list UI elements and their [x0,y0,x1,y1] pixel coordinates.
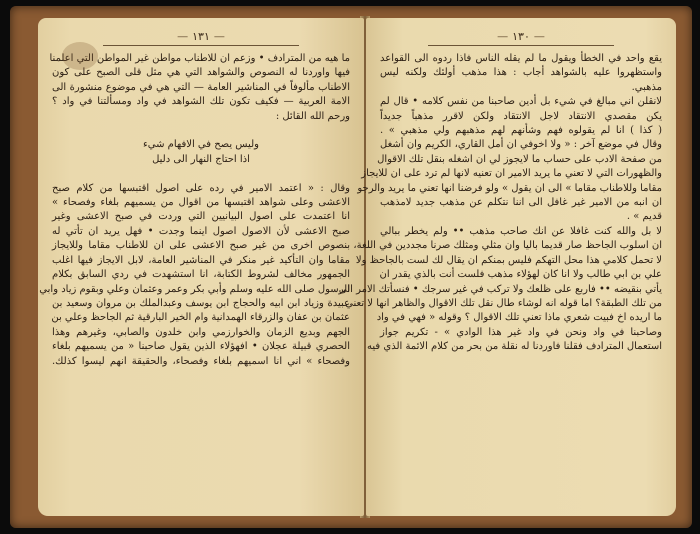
text-line: علي بن ابي طالب ولا انا كان لهؤلاء مذهب فلست أنت بالذي يقدر ان [379,269,662,281]
text-line [52,167,350,181]
text-line: بنصوص اخرى من غير صبح الاعشى على ان للاطناب مقاما وللايجاز [52,240,350,252]
text-line: عثمان بن عفان والزرقاء الهمدانية وام الخير البارقية ثم الجاحظ وعلي بن [51,312,350,324]
left-header-rule [103,45,299,46]
right-page [338,18,676,516]
text-line: وقال في موضع آخر : « ولا اخوفي ان أمل القاري، الكريم وان أشغل [380,139,662,151]
text-line: قديم » . [626,211,662,223]
text-line: مذهبي. [631,81,662,93]
text-line: لا تحمل كلامي هذا محل التهكم فليس بمنكم ان يقال لك لست بالجاحظ ولا [355,254,662,266]
text-line: وليس يصح في الافهام شيء [143,139,259,151]
right-page-text [338,50,676,355]
right-page-number: — ١٣٠ — [366,30,676,43]
text-line: استعمال المترادف فقلنا فاوردنا له نقلة من بحر من كلام الائمة الذي فيه [367,341,662,353]
text-line: ورحم الله القائل : [275,110,350,122]
text-line: مقاما وللاطناب مقاما » الى ان يقول » ولو فرضنا انها تعني ما يريد والرجو [357,182,662,194]
text-line: يكن مقصدي الانتقاد لاجل الانتقاد ولكن لاقرر مذهباً جديداً [380,110,662,122]
text-line: فيها واوردنا له النصوص والشواهد التي هي مثل قلى الصبح على كون [52,67,350,79]
text-line: الرسول صلى الله عليه وسلم وأبي بكر وعمر وعثمان وعلي وبقوم زياد وابي [39,283,350,295]
text-line: الجهم وبديع الزمان والخوارزمي وابن خلدون والصابي، وغيرهم وهذا [52,326,350,338]
text-line: من صفحة الادب على حساب ما لايجوز لي ان اشغله بنقل تلك الاقوال [377,153,662,165]
text-line [52,124,350,138]
text-line: وصاحبنا في واد ونحن في واد غير هذا الوادي » - تكريم جواز [380,326,662,338]
text-line: والظهورات التي لا تعني ما يريد الامير ان تعنيه لانها لم ترد على ان للايجاز [361,168,662,180]
text-line: الاطناب مألوفاً في المناشير العامة — التي هي في موضوع منشورة الى [52,81,350,93]
text-line: صبح الاعشى لأن الاصول اصول اينما وجدت • فهل يريد ان تأتي له [52,225,350,237]
text-line: لا بل والله كنت غافلا عن انك صاحب مذهب •• ولم يخطر ببالي [380,225,662,237]
text-line: اذا احتاج النهار الى دليل [152,153,250,165]
text-line: من تلك الطبقة؟ اما قوله انه لوشاء طال نقل تلك الاقوال والظاهر انها لا تعني [345,297,662,309]
left-page-text [38,50,364,369]
left-page [38,18,364,516]
book-spread [10,6,692,528]
text-line: الجمهور مخالف لشروط الكتابة، انا استشهدت في ردي السابق بكلام [52,269,350,281]
text-line: الحصري قبيلة عجلان • افهؤلاء الذين يقول صاحبنا « من يسميهم بلغاء [52,341,350,353]
text-line: وقال : « اعتمد الامير في رده على اصول اقتبسها من كلام صبح [52,182,350,194]
text-line: عبيدة وزياد ابن ابيه والحجاج ابن يوسف وعبدالملك بن مروان وسعيد بن [52,297,350,309]
left-page-number: — ١٣١ — [38,30,364,43]
right-header-rule [428,45,614,46]
paper-stain [62,42,98,70]
text-line: يقع واحد في الخطأ ويقول ما لم يقله الناس فاذا ردوه الى القواعد [380,53,662,64]
text-line: الاعشى وعلى شواهد اقتبسها من اقوال من يسميهم بلغاء وفصحاء » [52,197,350,209]
text-line: ما اريده اخ فبيت شعري ماذا تعني تلك الاقوال ؟ وقوله « فهي في واد [376,312,662,324]
text-line: يأتي بنقيضه •• فاربع على ظلعك ولا تركب في غير سرجك • فنسأتك الامر الى [338,283,662,295]
text-line: مقاما وان التأكيد غير منكر في المناشير العامة، لابل الايجاز فيها اغلب [52,254,350,266]
text-line: ما هيه من المترادف • وزعم ان للاطناب مواطن غير المواطن التي اعلمنا [49,53,350,64]
text-line: ان انبه من الامير غير غافل الى اننا نتكلم عن مذهب جديد لامذهب [380,197,662,209]
text-line: ( كذا ) انا لم يقولوه فهم وشأنهم لهم مذهبهم ولي مذهبي » . [380,125,662,137]
text-line: وفصحاء » اني انا اسميهم بلغاء وفصحاء، والحقيقة انهم ليسوا كذلك. [52,355,350,367]
text-line: لانقلن اني مبالغ في شيء بل أدين صاحبنا من نفس كلامه • قال لم [380,96,662,108]
text-line: انا اعتمدت على اصول البيانيين التي وردت في صبح الاعشى وغير [52,211,350,223]
text-line: الامة العربية — فكيف تكون تلك الشواهد في واد ومسألتنا في واد ؟ [52,96,350,108]
text-line: واستظهروا عليه بالشواهد أجاب : هذا مذهب أولئك ولكنه ليس [380,67,662,79]
text-line: ان اسلوب الجاحظ صار قديما باليا وان مثلي ومثلك صرنا مجددين في اللغة، [353,240,662,252]
